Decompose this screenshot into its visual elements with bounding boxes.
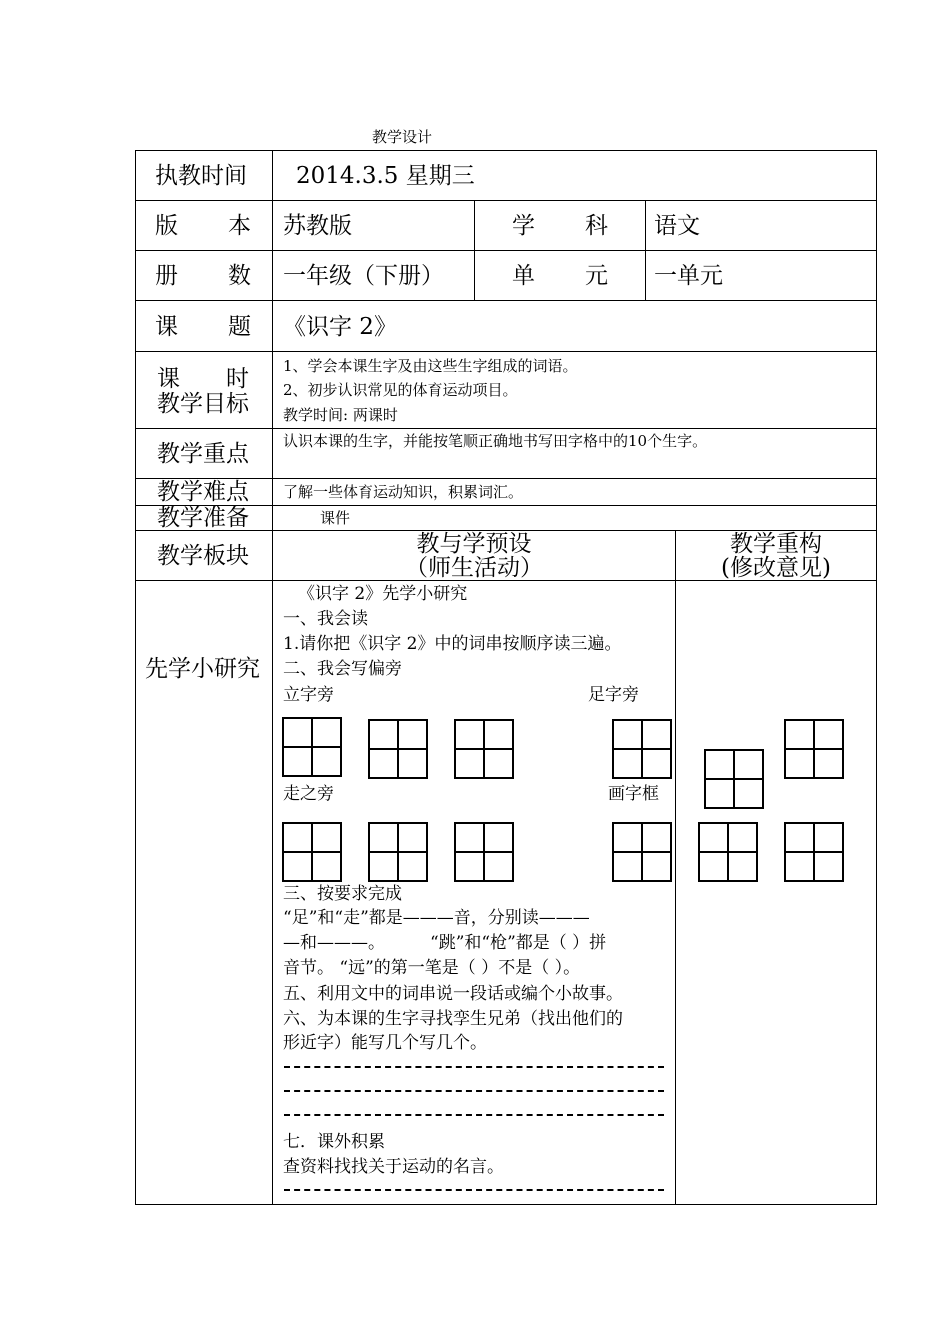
subject-label-b: 科 <box>585 213 608 239</box>
label-zuzi: 足字旁 <box>588 685 639 705</box>
part3-line2a: —和———。 <box>283 933 385 953</box>
edition-label <box>155 213 251 239</box>
goal-line-2: 2、初步认识常见的体育运动项目。 <box>283 381 518 399</box>
document-caption: 教学设计 <box>372 128 433 146</box>
part7-item: 查资料找找关于运动的名言。 <box>283 1157 504 1177</box>
writing-grid-box[interactable] <box>698 822 758 882</box>
part5: 五、利用文中的词串说一段话或编个小故事。 <box>283 984 623 1004</box>
time-label: 执教时间 <box>155 163 247 189</box>
answer-line[interactable] <box>284 1090 664 1092</box>
difficulties-label: 教学难点 <box>157 479 249 505</box>
part7-heading: 七．课外积累 <box>283 1132 385 1152</box>
answer-line[interactable] <box>284 1189 664 1191</box>
part3-heading: 三、按要求完成 <box>283 884 402 904</box>
key-points-label: 教学重点 <box>157 441 249 467</box>
unit-value: 一单元 <box>654 263 723 289</box>
topic-label-b: 题 <box>228 314 251 340</box>
writing-grid-box[interactable] <box>368 719 428 779</box>
col2-header-line1: 教与学预设 <box>416 531 532 557</box>
goals-label: 教学目标 <box>157 391 249 417</box>
section-label: 先学小研究 <box>145 656 260 682</box>
volume-label-a: 册 <box>155 263 178 289</box>
part3-line2b: “跳”和“枪”都是（ ）拼 <box>430 933 607 953</box>
part3-line3: 音节。 “远”的第一笔是（ ）不是（ ）。 <box>283 958 581 978</box>
unit-label-a: 单 <box>512 263 535 289</box>
label-zouzhi: 走之旁 <box>283 784 334 804</box>
part3-line1: “足”和“走”都是———音，分别读——— <box>283 908 590 928</box>
subject-label-a: 学 <box>512 213 535 239</box>
goal-line-1: 1、学会本课生字及由这些生字组成的词语。 <box>283 357 578 375</box>
volume-label-b: 数 <box>228 263 251 289</box>
writing-grid-box[interactable] <box>282 822 342 882</box>
part1-item: 1.请你把《识字 2》中的词串按顺序读三遍。 <box>283 634 622 654</box>
answer-line[interactable] <box>284 1066 664 1068</box>
edition-label-b: 本 <box>228 213 251 239</box>
col3-header-line1: 教学重构 <box>730 531 822 557</box>
col2-header-line2: （师生活动） <box>405 555 543 581</box>
writing-grid-box[interactable] <box>784 719 844 779</box>
study-title: 《识字 2》先学小研究 <box>298 584 468 604</box>
difficulties-value: 了解一些体育运动知识，积累词汇。 <box>283 483 524 501</box>
writing-grid-box[interactable] <box>454 822 514 882</box>
topic-label <box>155 314 251 340</box>
label-lizi: 立字旁 <box>283 685 334 705</box>
preparation-label: 教学准备 <box>157 505 249 531</box>
part1-heading: 一、我会读 <box>283 609 368 629</box>
writing-grid-box[interactable] <box>612 719 672 779</box>
part6-line2: 形近字）能写几个写几个。 <box>283 1033 487 1053</box>
preparation-value: 课件 <box>320 509 351 527</box>
volume-label <box>155 263 251 289</box>
col3-header-line2: (修改意见) <box>721 555 831 581</box>
part6-line1: 六、为本课的生字寻找孪生兄弟（找出他们的 <box>283 1009 623 1029</box>
writing-grid-box[interactable] <box>454 719 514 779</box>
columns-label: 教学板块 <box>157 543 249 569</box>
unit-label-b: 元 <box>585 263 608 289</box>
writing-grid-box[interactable] <box>368 822 428 882</box>
writing-grid-box[interactable] <box>612 822 672 882</box>
writing-grid-box[interactable] <box>784 822 844 882</box>
writing-grid-box[interactable] <box>282 717 342 777</box>
topic-label-a: 课 <box>155 314 178 340</box>
writing-grid-box[interactable] <box>704 749 764 809</box>
label-huazikuang: 画字框 <box>608 784 659 804</box>
unit-label <box>512 263 608 289</box>
answer-line[interactable] <box>284 1114 664 1116</box>
time-value: 2014.3.5 星期三 <box>296 163 475 189</box>
volume-value: 一年级（下册） <box>283 263 444 289</box>
edition-label-a: 版 <box>155 213 178 239</box>
goal-line-3: 教学时间: 两课时 <box>283 406 398 424</box>
key-points-value: 认识本课的生字，并能按笔顺正确地书写田字格中的10个生字。 <box>283 432 708 450</box>
subject-label <box>512 213 608 239</box>
goals-label-a: 课 <box>157 366 180 392</box>
goals-label-b: 时 <box>226 366 249 392</box>
subject-value: 语文 <box>654 213 700 239</box>
topic-value: 《识字 2》 <box>283 314 397 340</box>
part2-heading: 二、我会写偏旁 <box>283 659 402 679</box>
goals-label-top <box>157 366 249 392</box>
edition-value: 苏教版 <box>283 213 352 239</box>
